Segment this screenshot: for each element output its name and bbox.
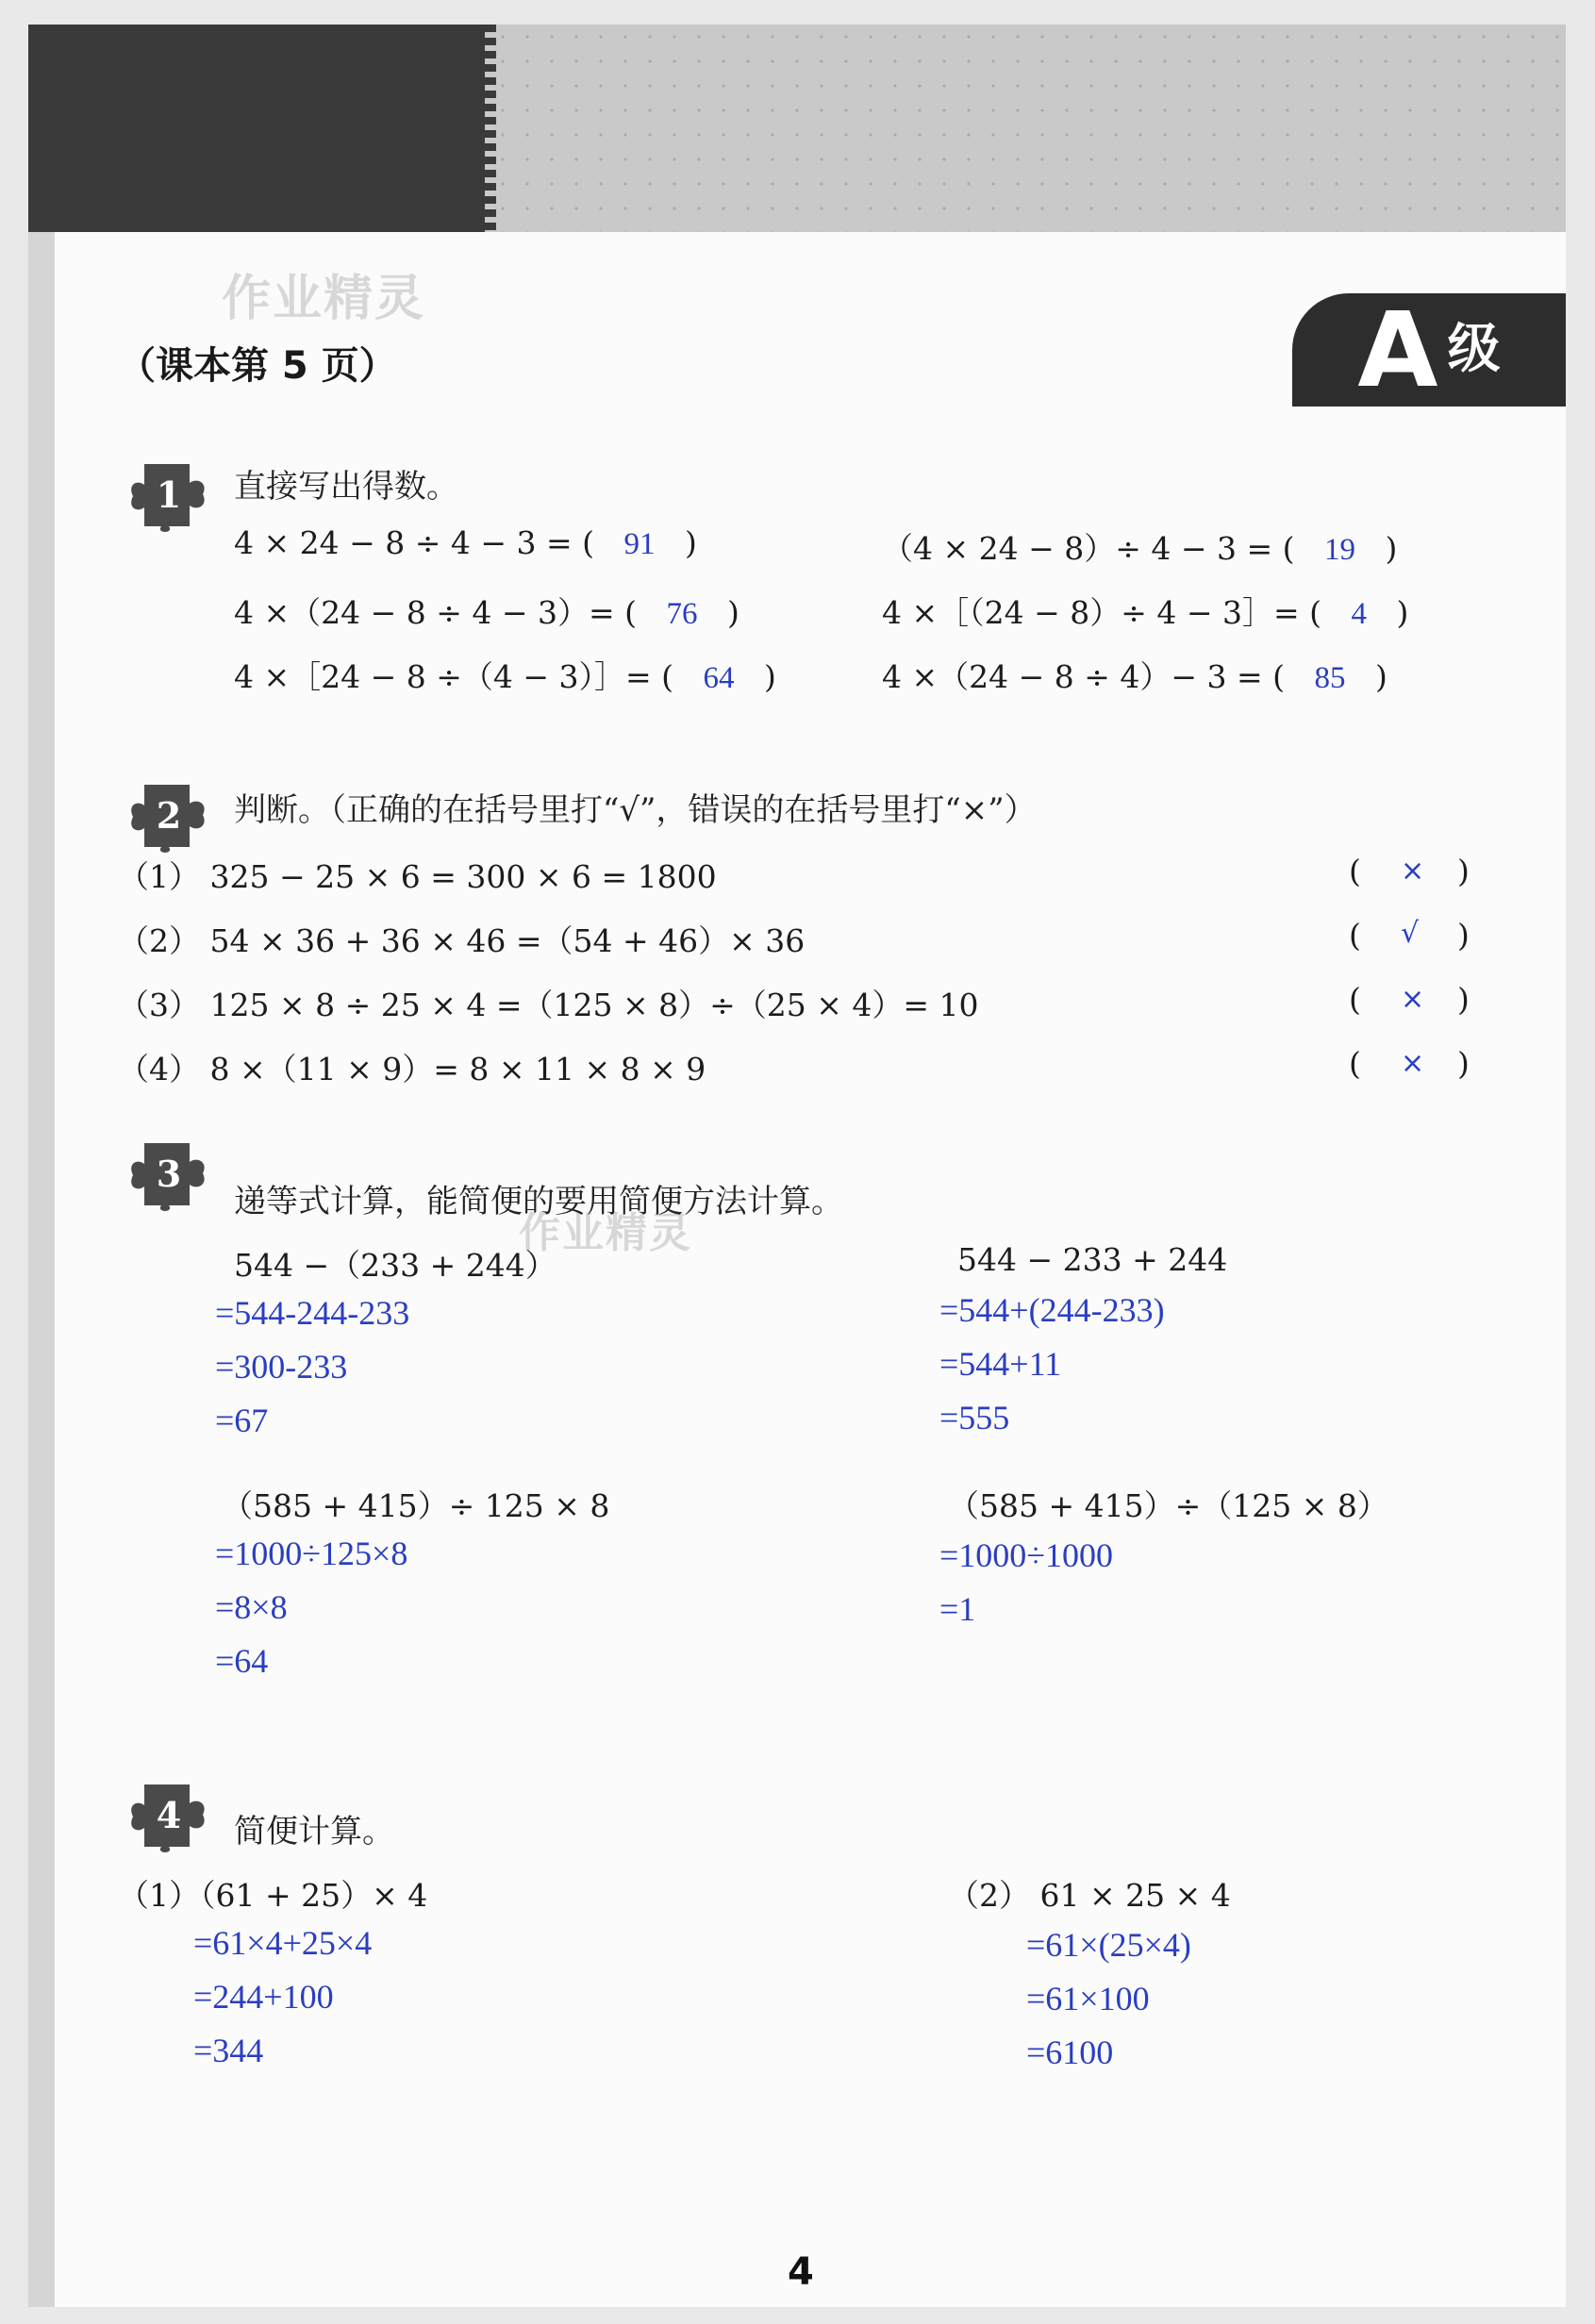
handwritten-step: =61×(25×4) [1026,1926,1191,1964]
judgement-item: （3） 125 × 8 ÷ 25 × 4 =（125 × 8）÷（25 × 4）= 10 [118,987,979,1023]
calculation-expression: （585 + 415）÷（125 × 8） [948,1487,1388,1524]
handwritten-step: =8×8 [215,1588,288,1626]
mental-math-item: 4 ×［（24 − 8）÷ 4 − 3］= ( 4 ) [882,594,1409,631]
judgement-mark: × [1401,983,1425,1016]
judgement-mark: × [1401,1047,1425,1080]
level-label: 级 [1447,319,1501,380]
puzzle-number-icon [127,1779,210,1852]
handwritten-step: =6100 [1026,2034,1114,2071]
handwritten-step: =61×4+25×4 [193,1924,373,1962]
mental-math-item: （4 × 24 − 8）÷ 4 − 3 = ( 19 ) [882,530,1398,567]
svg-text:2: 2 [156,794,182,837]
question-title: 递等式计算，能简便的要用简便方法计算。 [234,1183,843,1220]
header-dark-band [28,25,490,232]
open-paren: ( [1349,917,1361,954]
puzzle-number-icon [127,779,210,853]
judgement-item: （2） 54 × 36 + 36 × 46 =（54 + 46）× 36 [118,922,806,959]
handwritten-step: =544+(244-233) [939,1291,1165,1329]
handwritten-step: =300-233 [215,1348,348,1386]
handwritten-step: =244+100 [193,1978,334,2016]
judgement-item: （1） 325 − 25 × 6 = 300 × 6 = 1800 [118,858,717,895]
open-paren: ( [1349,1045,1361,1082]
judgement-mark: × [1401,855,1425,888]
workbook-page [28,25,1566,2307]
handwritten-step: =61×100 [1026,1980,1150,2017]
level-letter: A [1357,290,1438,410]
close-paren: ) [1457,853,1470,889]
close-paren: ) [1457,917,1470,954]
calculation-expression: （2） 61 × 25 × 4 [948,1877,1231,1914]
question-title: 简便计算。 [234,1813,394,1851]
watermark: 作业精灵 [222,271,426,327]
handwritten-step: =544+11 [939,1345,1062,1383]
calculation-expression: 544 − 233 + 244 [957,1241,1228,1278]
judgement-item: （4） 8 ×（11 × 9）= 8 × 11 × 8 × 9 [118,1051,706,1087]
handwritten-step: =344 [193,2032,264,2069]
calculation-expression: （1）（61 + 25）× 4 [118,1877,428,1914]
watermark: 作业精灵 [519,1209,692,1257]
mental-math-item: 4 ×（24 − 8 ÷ 4）− 3 = ( 85 ) [882,658,1387,695]
puzzle-number-icon [127,1137,210,1211]
handwritten-step: =1000÷1000 [939,1536,1114,1574]
open-paren: ( [1349,853,1361,889]
handwritten-step: =555 [939,1399,1010,1436]
handwritten-step: =67 [215,1402,269,1439]
handwritten-step: =1 [939,1590,976,1628]
left-margin-band [28,232,55,2307]
handwritten-step: =64 [215,1642,269,1680]
mental-math-item: 4 ×（24 − 8 ÷ 4 − 3）= ( 76 ) [234,594,739,631]
handwritten-step: =1000÷125×8 [215,1535,408,1572]
header-band-edge [485,25,496,232]
puzzle-number-icon [127,458,210,532]
textbook-page-reference: （课本第 5 页） [118,344,397,388]
svg-text:4: 4 [156,1794,182,1836]
question-title: 直接写出得数。 [234,468,458,506]
calculation-expression: （585 + 415）÷ 125 × 8 [222,1487,610,1524]
question-title: 判断。（正确的在括号里打“√”，错误的在括号里打“×”） [234,791,1037,829]
level-tab [1292,290,1566,410]
svg-text:1: 1 [156,473,182,516]
svg-text:3: 3 [156,1153,182,1195]
judgement-mark: √ [1401,917,1420,950]
handwritten-step: =544-244-233 [215,1294,410,1332]
header-dotted-band [490,25,1566,232]
page-number: 4 [788,2250,814,2294]
mental-math-item: 4 ×［24 − 8 ÷（4 − 3）］= ( 64 ) [234,658,776,695]
mental-math-item: 4 × 24 − 8 ÷ 4 − 3 = ( 91 ) [234,524,697,561]
close-paren: ) [1457,1045,1470,1082]
close-paren: ) [1457,981,1470,1018]
open-paren: ( [1349,981,1361,1018]
calculation-expression: 544 −（233 + 244） [234,1247,557,1284]
